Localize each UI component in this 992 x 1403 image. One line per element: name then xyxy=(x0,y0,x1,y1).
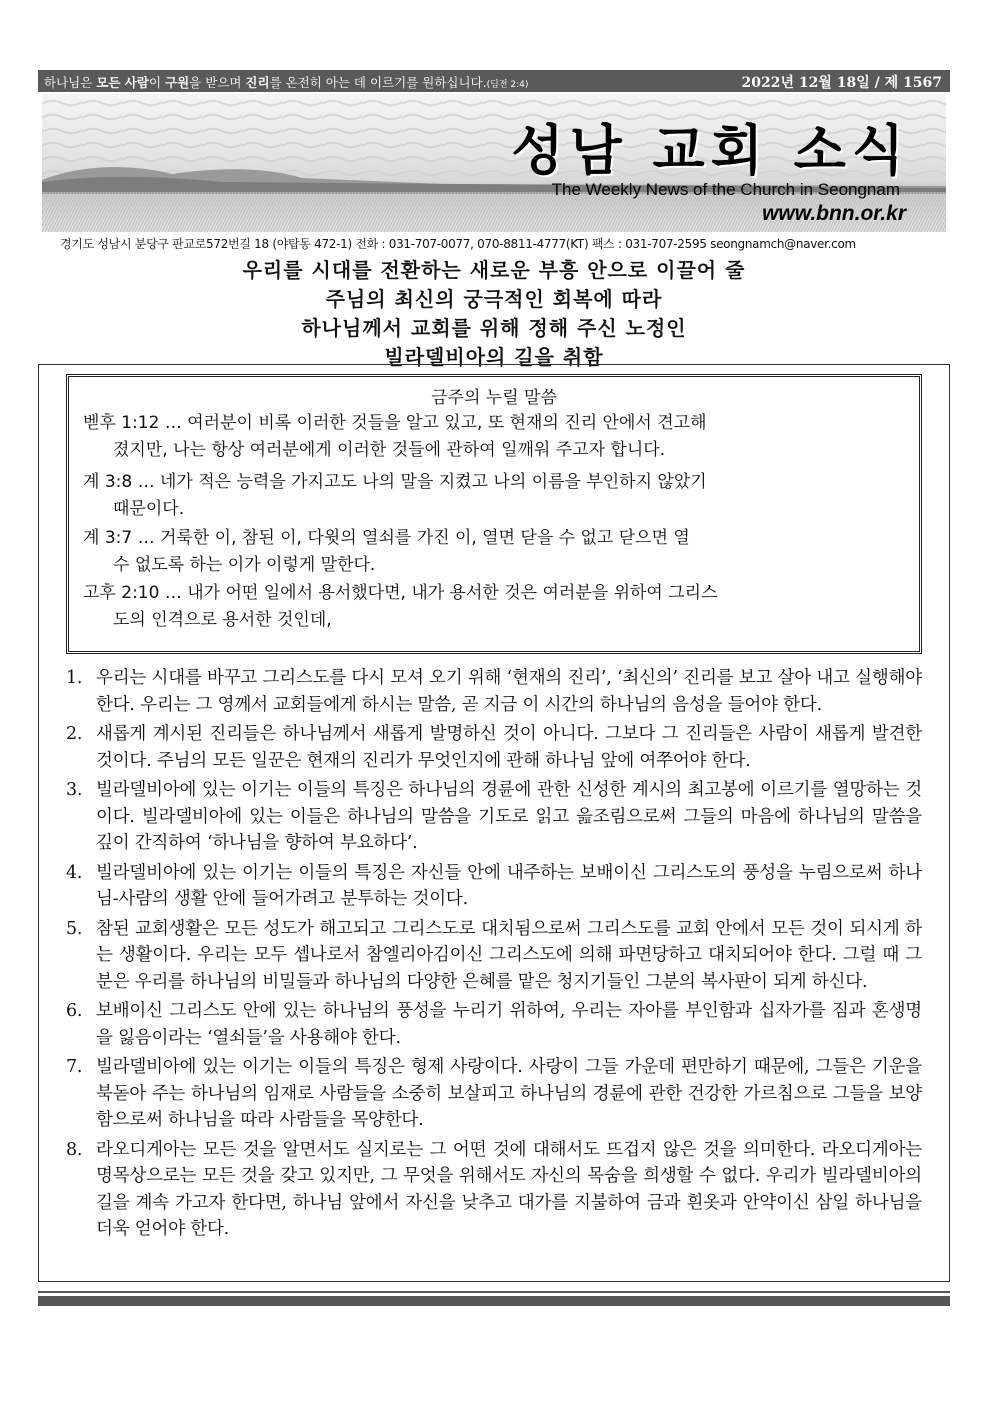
newsletter-subtitle: The Weekly News of the Church in Seongnam xyxy=(551,180,900,199)
list-item: 7. 빌라델비아에 있는 이기는 이들의 특징은 형제 사랑이다. 사랑이 그들 가운데 편만하기 때문에, 그들은 기운을 북돋아 주는 하나님의 임재로 사람들을 소중히 보살피고 하나님의 경륜에 관한 건강한 가르침으로 그들을 보양함으로써 하나님을 따라 사람들을 목양한다. xyxy=(66,1057,922,1130)
headline-line: 우리를 시대를 전환하는 새로운 부흥 안으로 이끌어 줄 xyxy=(242,258,746,282)
points-list xyxy=(66,665,922,1246)
list-item: 3. 빌라델비아에 있는 이기는 이들의 특징은 하나님의 경륜에 관한 신성한 계시의 최고봉에 이르기를 열망하는 것이다. 빌라델비아에 있는 이들은 하나님의 말씀을 기도로 읽고 읊조림으로써 그들의 마음에 하나님의 말씀을 깊이 간직하여 ‘하나님을 향하여 부요하다’. xyxy=(66,780,922,853)
issue-date: 2022년 12월 18일 / 제 1567 xyxy=(741,75,942,91)
church-address: 경기도 성남시 분당구 판교로572번길 18 (야탑동 472-1) 전화 : 031-707-0077, 070-8811-4777(KT) 팩스 : 031-707-2595 seongnamch@naver.com xyxy=(60,237,856,251)
headline-line: 하나님께서 교회를 위해 정해 주신 노정인 xyxy=(301,316,687,340)
headline xyxy=(38,256,950,372)
weekly-word-title: 금주의 누릴 말씀 xyxy=(431,388,557,408)
list-item: 6. 보배이신 그리스도 안에 있는 하나님의 풍성을 누리기 위하여, 우리는 자아를 부인함과 십자가를 짐과 혼생명을 잃음이라는 ‘열쇠들’을 사용해야 한다. xyxy=(66,1001,922,1048)
header-verse: 하나님은 모든 사람이 구원을 받으며 진리를 온전히 아는 데 이르기를 원하십니다.(딤전 2:4) xyxy=(44,75,529,90)
headline-line: 빌라델비아의 길을 취함 xyxy=(384,345,604,369)
footer-divider xyxy=(38,1291,950,1293)
verse-item: 벧후 1:12 … 여러분이 비록 이러한 것들을 알고 있고, 또 현재의 진리 안에서 견고해 졌지만, 나는 항상 여러분에게 이러한 것들에 관하여 일깨워 주고자 합니다. xyxy=(83,413,707,460)
list-item: 5. 참된 교회생활은 모든 성도가 해고되고 그리스도로 대치됨으로써 그리스도를 교회 안에서 모든 것이 되시게 하는 생활이다. 우리는 모두 셉나로서 참엘리아김이신 그리스도에 의해 파면당하고 대치되어야 한다. 그럴 때 그분은 우리를 하나님의 비밀들과 하나님의 다양한 은혜를 맡은 청지기들인 그분의 복사판이 되게 하신다. xyxy=(66,918,922,992)
list-item: 2. 새롭게 계시된 진리들은 하나님께서 새롭게 발명하신 것이 아니다. 그보다 그 진리들은 사람이 새롭게 발견한 것이다. 주님의 모든 일꾼은 현재의 진리가 무엇인지에 관해 하나님 앞에 여쭈어야 한다. xyxy=(66,724,922,771)
list-item: 4. 빌라델비아에 있는 이기는 이들의 특징은 자신들 안에 내주하는 보배이신 그리스도의 풍성을 누림으로써 하나님-사람의 생활 안에 들어가려고 분투하는 것이다. xyxy=(66,862,922,909)
verse-item: 계 3:8 … 네가 적은 능력을 가지고도 나의 말을 지켰고 나의 이름을 부인하지 않았기 때문이다. xyxy=(83,472,707,519)
headline-line: 주님의 최신의 궁극적인 회복에 따라 xyxy=(325,287,663,311)
list-item: 1. 우리는 시대를 바꾸고 그리스도를 다시 모셔 오기 위해 ‘현재의 진리’, ‘최신의’ 진리를 보고 살아 내고 실행해야 한다. 우리는 그 영께서 교회들에게 하시는 말씀, 곧 지금 이 시간의 하나님의 음성을 들어야 한다. xyxy=(66,668,922,715)
footer-bar xyxy=(38,1296,950,1306)
verse-item: 계 3:7 … 거룩한 이, 참된 이, 다윗의 열쇠를 가진 이, 열면 닫을 수 없고 닫으면 열 수 없도록 하는 이가 이렇게 말한다. xyxy=(83,528,690,575)
newsletter-title: 성남 교회 소식 xyxy=(511,119,910,182)
weekly-word-box xyxy=(66,374,922,654)
verse-item: 고후 2:10 … 내가 어떤 일에서 용서했다면, 내가 용서한 것은 여러분을 위하여 그리스 도의 인격으로 용서한 것인데, xyxy=(83,583,718,630)
website-link[interactable]: www.bnn.or.kr xyxy=(762,202,906,225)
header-bar xyxy=(38,70,950,92)
banner-landscape xyxy=(42,94,946,232)
list-item: 8. 라오디게아는 모든 것을 알면서도 실지로는 그 어떤 것에 대해서도 뜨겁지 않은 것을 의미한다. 라오디게아는 명목상으로는 모든 것을 갖고 있지만, 그 무엇을 위해서도 자신의 목숨을 희생할 수 없다. 우리가 빌라델비아의 길을 계속 가고자 한다면, 하나님 앞에서 자신을 낮추고 대가를 지불하여 금과 흰옷과 안약이신 삼일 하나님을 더욱 얻어야 한다. xyxy=(66,1139,922,1239)
